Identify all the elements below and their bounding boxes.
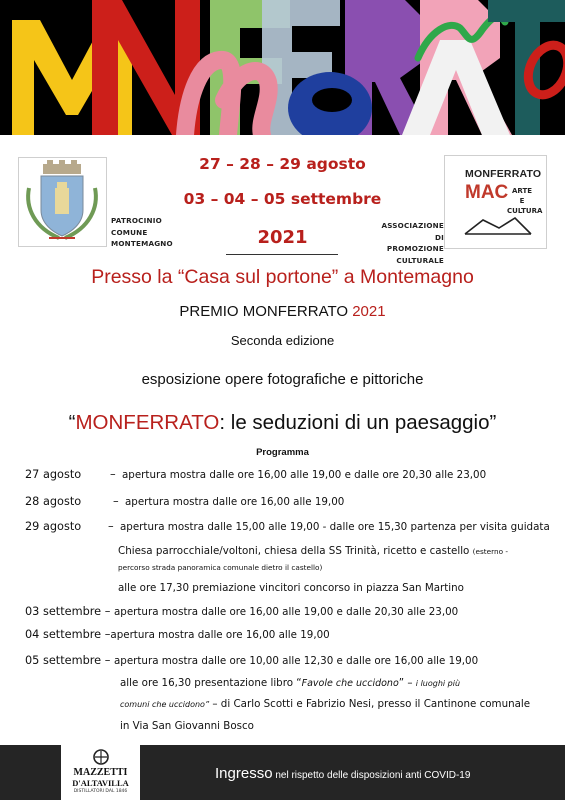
program-line-03-settembre xyxy=(25,605,458,618)
program-29-detail-3: alle ore 17,30 premiazione vincitori concorso in piazza San Martino xyxy=(118,582,464,594)
year-underline xyxy=(226,254,338,255)
program-text: apertura mostra dalle ore 10,00 alle 12,30 e dalle ore 16,00 alle 19,00 xyxy=(113,655,479,667)
program-text: apertura mostra dalle 15,00 alle 19,00 - dalle ore 15,30 partenza per visita guidata xyxy=(120,521,550,533)
mac-logo-hills-icon xyxy=(463,214,533,236)
sponsor-logo xyxy=(61,745,140,800)
program-dash: – xyxy=(104,654,111,667)
book-sub: i luoghi più xyxy=(415,679,461,688)
banner-letters-graphic xyxy=(0,0,565,135)
mac-arte: ARTE xyxy=(511,187,533,195)
comune-coat-of-arms-logo xyxy=(18,157,107,247)
theme-highlight: MONFERRATO xyxy=(75,411,220,434)
premio-text: PREMIO MONFERRATO xyxy=(179,303,349,320)
program-day: 05 settembre xyxy=(25,654,102,667)
program-text: apertura mostra dalle ore 16,00 alle 19,00 e dalle 20,30 alle 23,00 xyxy=(113,606,459,618)
book-sub-2: comuni che uccidono” xyxy=(120,700,210,709)
program-dash: – xyxy=(110,468,116,481)
premio-year: 2021 xyxy=(352,303,386,320)
program-line-29-agosto xyxy=(25,520,550,533)
mac-logo-title: MONFERRATO xyxy=(465,168,542,180)
program-day: 29 agosto xyxy=(25,520,82,533)
program-day: 03 settembre xyxy=(25,605,102,618)
program-dash: – xyxy=(104,605,111,618)
program-text: apertura mostra dalle ore 16,00 alle 19,00 xyxy=(110,629,330,641)
program-day: 28 agosto xyxy=(25,495,82,508)
program-05-detail-2 xyxy=(120,698,530,710)
patrocinio-line-1: PATROCINIO xyxy=(111,216,162,225)
associazione-line-1: ASSOCIAZIONE DI xyxy=(381,221,444,242)
date-line-september: 03 – 04 – 05 settembre xyxy=(183,190,382,208)
book-pre: alle ore 16,30 presentazione libro “ xyxy=(120,677,302,689)
program-05-detail-1 xyxy=(120,677,460,689)
program-29-detail-1 xyxy=(118,545,508,557)
sponsor-name: MAZZETTI xyxy=(73,767,128,778)
mac-e: E xyxy=(519,197,525,205)
edition-text: Seconda edizione xyxy=(230,333,335,348)
associazione-line-3: CULTURALE xyxy=(396,255,444,265)
book-mid: ” – xyxy=(398,677,416,689)
program-29-note: (esterno - xyxy=(472,547,509,556)
patrocinio-line-3: MONTEMAGNO xyxy=(111,239,173,248)
coat-of-arms-icon xyxy=(19,158,106,246)
patrocinio-line-2: COMUNE xyxy=(111,227,148,237)
sponsor-crest-icon xyxy=(89,748,113,766)
program-line-27-agosto xyxy=(25,468,486,481)
program-dash: – xyxy=(104,628,111,641)
program-day: 27 agosto xyxy=(25,468,82,481)
program-day: 04 settembre xyxy=(25,628,102,641)
footer-bar xyxy=(0,745,565,800)
sponsor-sub: D'ALTAVILLA xyxy=(72,778,129,788)
program-05-detail-3: in Via San Giovanni Bosco xyxy=(120,720,254,732)
program-29-places: Chiesa parrocchiale/voltoni, chiesa della SS Trinità, ricetto e castello xyxy=(118,545,470,557)
exhibition-text: esposizione opere fotografiche e pittoriche xyxy=(141,371,424,388)
sponsor-tag: DISTILLATORI DAL 1846 xyxy=(73,789,128,794)
program-title: Programma xyxy=(256,447,309,458)
footer-ingresso: Ingresso xyxy=(215,765,273,782)
theme-open-quote: “ xyxy=(68,411,76,434)
book-title: Favole che uccidono xyxy=(301,678,399,689)
mac-logo-mac: MAC xyxy=(465,182,509,203)
program-29-detail-2: percorso strada panoramica comunale dietro il castello) xyxy=(118,563,323,572)
monferrato-banner xyxy=(0,0,565,135)
venue-heading: Presso la “Casa sul portone” a Montemagno xyxy=(91,266,474,288)
program-line-04-settembre xyxy=(25,628,330,641)
program-line-05-settembre xyxy=(25,654,478,667)
program-line-28-agosto xyxy=(25,495,344,508)
theme-rest: : le seduzioni di un paesaggio” xyxy=(219,411,497,434)
premio-title xyxy=(0,303,565,320)
date-line-august: 27 – 28 – 29 agosto xyxy=(199,155,366,173)
program-text: apertura mostra dalle ore 16,00 alle 19,00 xyxy=(125,496,345,508)
book-authors: – di Carlo Scotti e Fabrizio Nesi, presso il Cantinone comunale xyxy=(209,698,531,710)
associazione-text xyxy=(370,220,444,266)
program-text: apertura mostra dalle ore 16,00 alle 19,00 e dalle ore 20,30 alle 23,00 xyxy=(122,469,487,481)
mac-cultura: CULTURA xyxy=(507,207,543,215)
mac-arte-cultura-logo xyxy=(444,155,547,249)
footer-rest: nel rispetto delle disposizioni anti COVID-19 xyxy=(272,770,471,781)
theme-title xyxy=(0,411,565,435)
associazione-line-2: PROMOZIONE xyxy=(386,244,444,253)
program-dash: – xyxy=(113,495,119,508)
year-2021: 2021 xyxy=(257,227,308,248)
program-dash: – xyxy=(108,520,114,533)
footer-entry-text xyxy=(215,765,470,783)
mac-logo-arte-cultura xyxy=(507,186,543,216)
